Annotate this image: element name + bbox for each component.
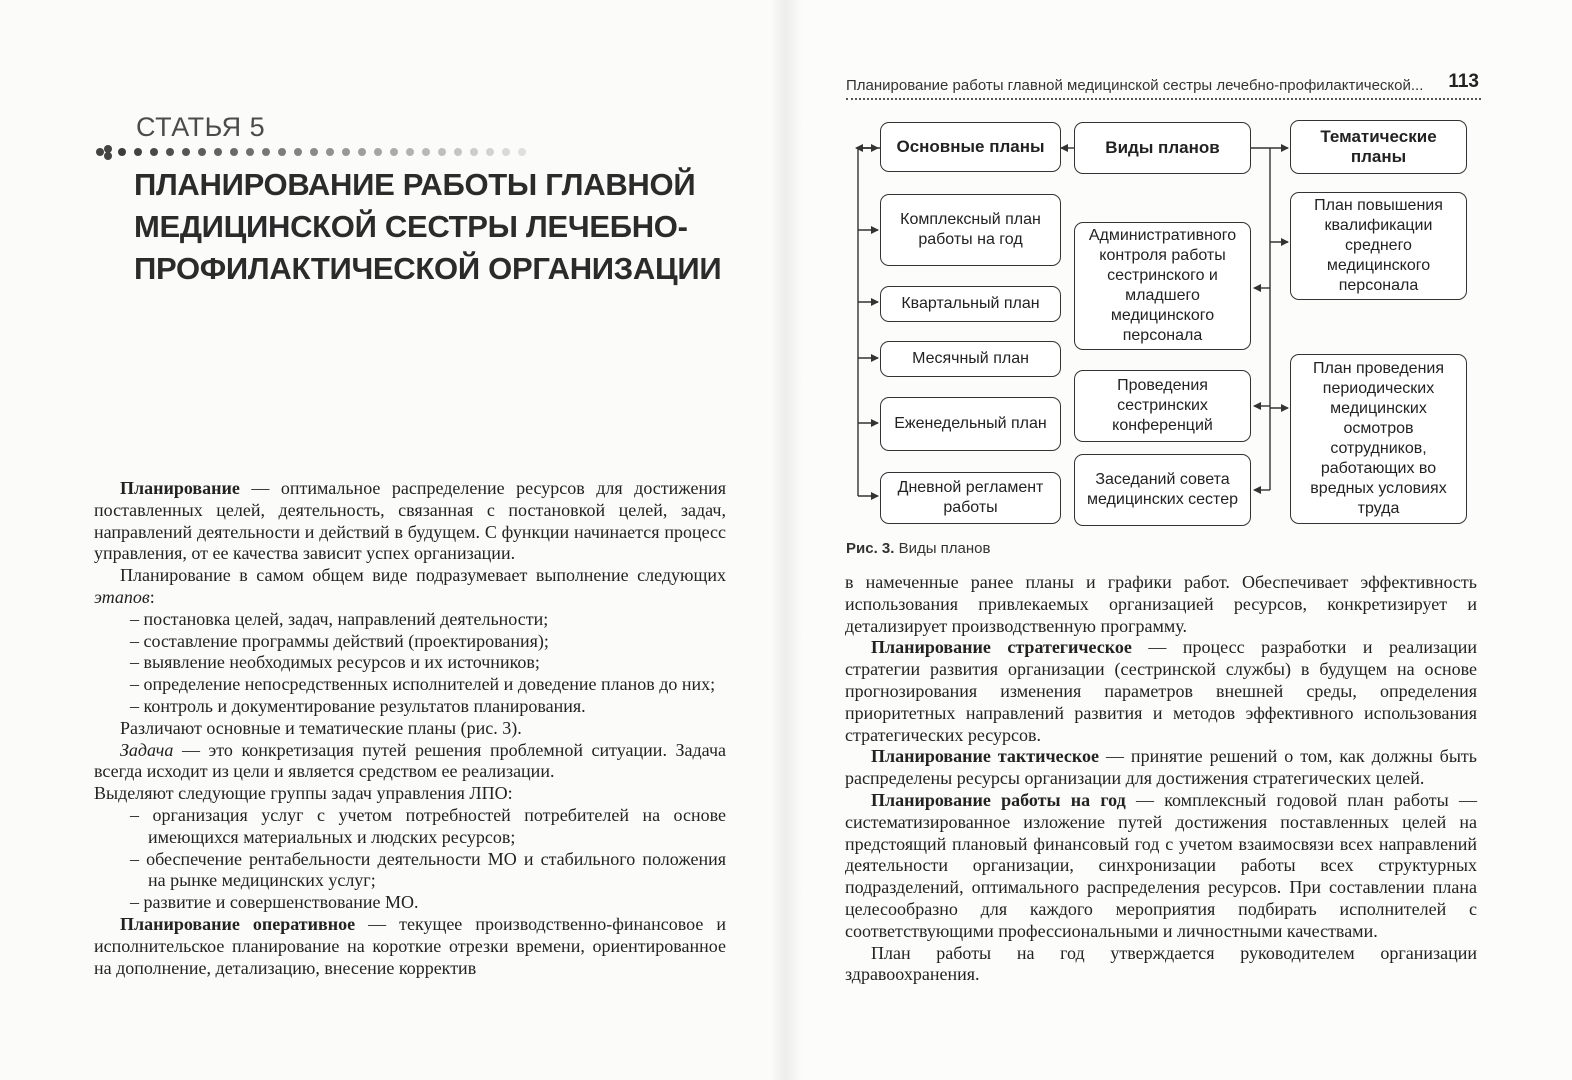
weekly-plan-box: Еженедельный план: [880, 397, 1061, 451]
decorative-dot: [374, 148, 382, 156]
paragraph: Планирование стратегическое — процесс разработки и реализации стратегии развития организации (сестринской службы) в будущем на основе прогнозирования изменения параметров внешней среды, определения приоритетных направлений развития и методов эффективного использования стратегических ресурсов.: [845, 637, 1477, 745]
term: Планирование стратегическое: [871, 637, 1132, 658]
dotted-rule: [96, 145, 536, 159]
decorative-dot: [96, 148, 104, 156]
council-box: Заседаний совета медицинских сестер: [1074, 454, 1251, 526]
medical-exam-plan-box: План проведения периодических медицинских осмотров сотрудников, работающих во вредных условиях труда: [1290, 354, 1467, 524]
decorative-dot: [278, 148, 286, 156]
list-item: – выявление необходимых ресурсов и их источников;: [130, 652, 540, 673]
decorative-dot: [438, 148, 446, 156]
decorative-dot: [358, 148, 366, 156]
decorative-dot: [104, 152, 112, 160]
paragraph: Планирование в самом общем виде подразумевает выполнение следующих этапов:: [94, 565, 726, 607]
list-item: – обеспечение рентабельности деятельности МО и стабильного положения на рынке медицинских услуг;: [130, 848, 726, 891]
paragraph: Планирование тактическое — принятие решений о том, как должны быть распределены ресурсы организации для достижения стратегических целей.: [845, 746, 1477, 789]
chapter-title-line: МЕДИЦИНСКОЙ СЕСТРЫ ЛЕЧЕБНО-: [134, 209, 688, 244]
decorative-dot: [134, 148, 142, 156]
term: Планирование тактическое: [871, 746, 1099, 767]
term: Планирование работы на год: [871, 789, 1126, 810]
figure-caption: Рис. 3. Виды планов: [846, 540, 991, 557]
decorative-dot: [502, 148, 510, 156]
list-item: – развитие и совершенствование МО.: [130, 892, 419, 913]
list-item: – постановка целей, задач, направлений деятельности;: [130, 608, 549, 629]
list-item: – составление программы действий (проектирования);: [130, 630, 549, 651]
decorative-dot: [326, 148, 334, 156]
decorative-dot: [406, 148, 414, 156]
running-header: [846, 71, 1481, 100]
chapter-title-line: ПРОФИЛАКТИЧЕСКОЙ ОРГАНИЗАЦИИ: [134, 251, 722, 286]
article-label: СТАТЬЯ 5: [136, 112, 266, 142]
decorative-dot: [246, 148, 254, 156]
decorative-dot: [230, 148, 238, 156]
plan-types-box: Виды планов: [1074, 122, 1251, 174]
decorative-dot: [262, 148, 270, 156]
running-title: Планирование работы главной медицинской сестры лечебно-профилактической...: [846, 77, 1424, 94]
decorative-dot: [390, 148, 398, 156]
decorative-dot: [294, 148, 302, 156]
decorative-dot: [118, 148, 126, 156]
decorative-dot: [342, 148, 350, 156]
plans-diagram: [846, 112, 1486, 532]
decorative-dot: [518, 148, 526, 156]
daily-plan-box: Дневной регламент работы: [880, 472, 1061, 524]
decorative-dot: [470, 148, 478, 156]
right-body-text: [845, 572, 1477, 986]
list-item: – организация услуг с учетом потребностей потребителей на основе имеющихся материальных и людских ресурсов;: [130, 804, 726, 847]
decorative-dot: [166, 148, 174, 156]
conferences-box: Проведения сестринских конференций: [1074, 370, 1251, 442]
admin-control-box: Административного контроля работы сестринского и младшего медицинского персонала: [1074, 222, 1251, 350]
main-plans-box: Основные планы: [880, 122, 1061, 172]
decorative-dot: [150, 148, 158, 156]
paragraph: Различают основные и тематические планы (рис. 3).: [120, 717, 522, 738]
paragraph: Выделяют следующие группы задач управления ЛПО:: [94, 783, 513, 804]
paragraph: Задача — это конкретизация путей решения проблемной ситуации. Задача всегда исходит из цели и является средством ее реализации.: [94, 739, 726, 782]
paragraph: План работы на год утверждается руководителем организации здравоохранения.: [845, 942, 1477, 985]
paragraph: Планирование оперативное — текущее производственно-финансовое и исполнительское планирование на короткие отрезки времени, ориентированное на дополнение, детализацию, внесение корректив: [94, 913, 726, 978]
quarterly-plan-box: Квартальный план: [880, 286, 1061, 322]
paragraph: Планирование работы на год — комплексный годовой план работы — систематизированное изложение путей достижения поставленных целей на предстоящий плановый финансовый год с учетом взаимосвязи всех направлений деятельности организации, синхронизации работы всех структурных подразделений, оптимального распределения ресурсов. При составлении плана целесообразно для каждого мероприятия подбирать исполнителей с соответствующими профессиональными и личностными качествами.: [845, 789, 1477, 941]
monthly-plan-box: Месячный план: [880, 341, 1061, 377]
decorative-dot: [214, 148, 222, 156]
list-item: – определение непосредственных исполнителей и доведение планов до них;: [130, 674, 716, 695]
decorative-dot: [310, 148, 318, 156]
book-gutter: [770, 0, 802, 1080]
paragraph: Планирование — оптимальное распределение ресурсов для достижения поставленных целей, деятельность, связанная с постановкой целей, задач, направлений деятельности и действий в будущем. С функции начинается процесс управления, от ее качества зависит успех организации.: [94, 478, 726, 564]
page-number: 113: [1448, 71, 1479, 92]
term: Планирование: [120, 478, 240, 498]
decorative-dot: [422, 148, 430, 156]
chapter-title: [134, 164, 734, 290]
qualification-plan-box: План повышения квалификации среднего медицинского персонала: [1290, 192, 1467, 300]
term: этапов: [94, 586, 150, 607]
decorative-dot: [198, 148, 206, 156]
paragraph: в намеченные ранее планы и графики работ. Обеспечивает эффективность использования привлекаемых организацией ресурсов, конкретизирует и детализирует производственную программу.: [845, 572, 1477, 636]
term: Планирование оперативное: [120, 913, 356, 934]
decorative-dot: [454, 148, 462, 156]
annual-plan-box: Комплексный план работы на год: [880, 194, 1061, 266]
left-body-text: [94, 478, 726, 979]
decorative-dot: [182, 148, 190, 156]
decorative-dot: [486, 148, 494, 156]
list-item: – контроль и документирование результатов планирования.: [130, 695, 586, 716]
chapter-title-line: ПЛАНИРОВАНИЕ РАБОТЫ ГЛАВНОЙ: [134, 167, 696, 202]
thematic-plans-box: Тематические планы: [1290, 120, 1467, 174]
term: Задача: [120, 739, 174, 760]
